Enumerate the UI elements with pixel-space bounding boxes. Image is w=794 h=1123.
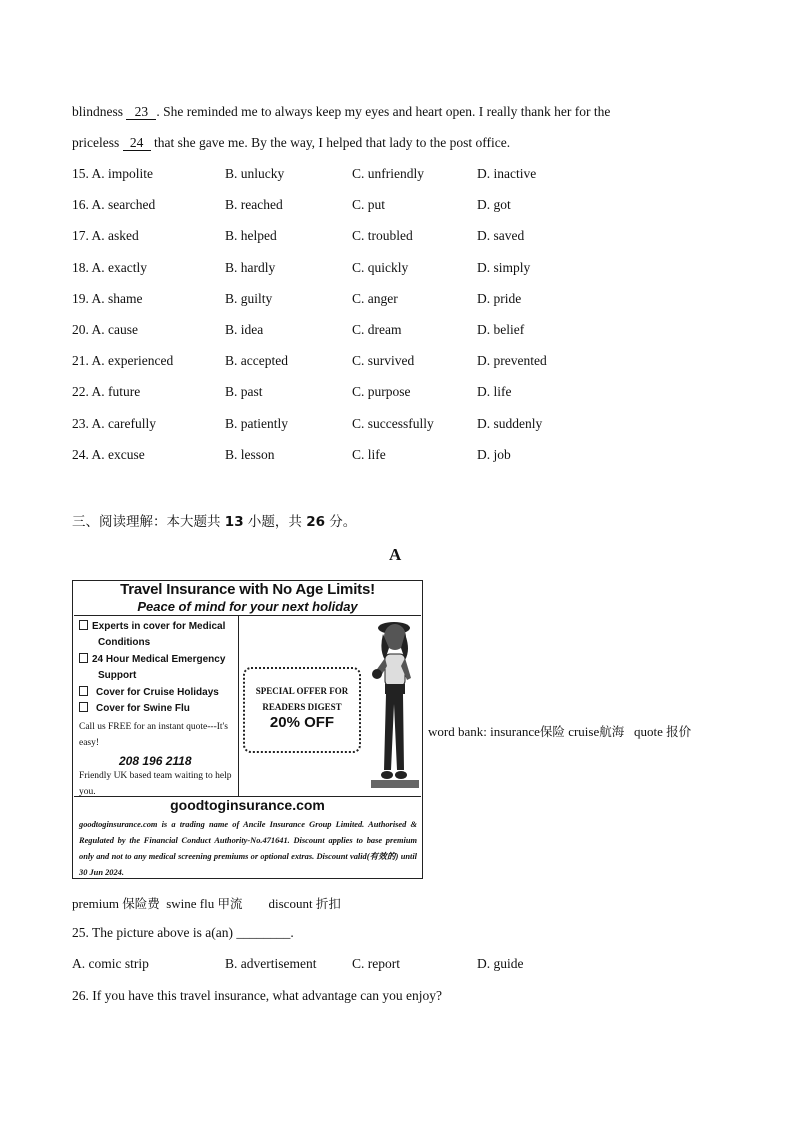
insurance-advertisement xyxy=(72,580,423,879)
ad-title: Travel Insurance with No Age Limits! xyxy=(120,581,375,598)
ad-fine-print: goodtoginsurance.com is a trading name of Ancile Insurance Group Limited. Authorised & Regulated by the Financial Conduct Authority-No.471641. Discount applies to base premium only and not to any medical screening premiums or optional extras. Discount valid(有效的) until 30 Jun 2024. xyxy=(79,820,417,877)
ad-body xyxy=(74,615,421,797)
option-c: C. report xyxy=(352,956,400,971)
option-a: 23. A. carefully xyxy=(72,416,156,431)
blank-24: 24 xyxy=(123,136,151,151)
feature-text: Support xyxy=(98,670,137,681)
special-offer-badge xyxy=(243,667,361,753)
option-c: C. successfully xyxy=(352,416,434,431)
ad-subtitle: Peace of mind for your next holiday xyxy=(137,599,358,614)
wordbank-cn: 折扣 xyxy=(315,896,341,911)
option-c: C. survived xyxy=(352,353,415,368)
wordbank-cn: 保险费 xyxy=(122,896,160,911)
option-b: B. helped xyxy=(225,228,277,243)
option-d: D. inactive xyxy=(477,166,537,181)
option-a: 16. A. searched xyxy=(72,197,156,212)
checkbox-icon xyxy=(79,620,88,630)
question-row-21 xyxy=(72,353,712,371)
wordbank-text: discount xyxy=(268,896,316,911)
heading-count: 13 xyxy=(224,514,244,530)
option-c: C. put xyxy=(352,197,386,212)
question-row-24 xyxy=(72,447,712,465)
option-d: D. saved xyxy=(477,228,525,243)
word-bank-line-2 xyxy=(72,894,341,912)
feature-swine-flu xyxy=(79,701,234,717)
option-b: B. hardly xyxy=(225,260,276,275)
option-b: B. guilty xyxy=(225,291,273,306)
feature-text: Experts in cover for Medical xyxy=(92,621,226,632)
ad-features xyxy=(74,616,239,796)
question-row-19 xyxy=(72,291,712,309)
wordbank-cn: 航海 xyxy=(599,724,625,739)
wordbank-text: swine flu xyxy=(166,896,218,911)
option-d: D. simply xyxy=(477,260,531,275)
passage-text: that she gave me. By the way, I helped that lady to the post office. xyxy=(153,135,511,150)
feature-text: 24 Hour Medical Emergency xyxy=(92,654,226,665)
question-26-stem: 26. If you have this travel insurance, what advantage can you enjoy? xyxy=(72,988,442,1003)
checkbox-icon xyxy=(79,686,88,696)
option-d: D. suddenly xyxy=(477,416,543,431)
option-d: D. life xyxy=(477,384,512,399)
passage-text: blindness xyxy=(72,104,124,119)
wordbank-cn: 保险 xyxy=(539,724,565,739)
option-b: B. accepted xyxy=(225,353,288,368)
option-a: A. comic strip xyxy=(72,956,149,971)
wordbank-text: quote xyxy=(634,724,663,739)
call-text: Call us FREE for an instant quote---It's easy! xyxy=(79,722,228,748)
word-bank-line-1 xyxy=(428,722,691,740)
offer-text: READERS DIGEST xyxy=(262,702,342,712)
offer-text: SPECIAL OFFER FOR xyxy=(255,686,349,696)
option-d: D. got xyxy=(477,197,511,212)
checkbox-icon xyxy=(79,653,88,663)
heading-text: 分。 xyxy=(324,514,357,530)
option-a: 24. A. excuse xyxy=(72,447,145,462)
phone-number: 208 196 2118 xyxy=(119,754,192,768)
option-d: D. guide xyxy=(477,956,524,971)
option-c: C. unfriendly xyxy=(352,166,424,181)
ad-url: goodtoginsurance.com xyxy=(170,797,325,813)
feature-emergency xyxy=(79,652,234,684)
option-b: B. patiently xyxy=(225,416,288,431)
question-row-25 xyxy=(72,956,712,974)
passage-line-1 xyxy=(72,104,610,120)
feature-cruise xyxy=(79,685,234,701)
option-b: B. unlucky xyxy=(225,166,285,181)
option-b: B. past xyxy=(225,384,263,399)
question-25-stem: 25. The picture above is a(an) ________. xyxy=(72,925,294,940)
woman-illustration xyxy=(367,620,421,790)
passage-letter: A xyxy=(389,545,402,564)
feature-text: Cover for Cruise Holidays xyxy=(96,687,219,698)
option-b: B. advertisement xyxy=(225,956,317,971)
option-c: C. dream xyxy=(352,322,402,337)
option-b: B. idea xyxy=(225,322,264,337)
question-row-18 xyxy=(72,260,712,278)
checkbox-icon xyxy=(79,702,88,712)
option-a: 21. A. experienced xyxy=(72,353,174,368)
option-a: 17. A. asked xyxy=(72,228,139,243)
option-c: C. life xyxy=(352,447,386,462)
option-d: D. belief xyxy=(477,322,525,337)
wordbank-text: cruise xyxy=(564,724,600,739)
option-a: 18. A. exactly xyxy=(72,260,147,275)
question-row-15 xyxy=(72,166,712,184)
team-text: Friendly UK based team waiting to help you. xyxy=(79,771,232,797)
ad-offer-area xyxy=(239,616,421,796)
option-c: C. anger xyxy=(352,291,398,306)
feature-medical xyxy=(79,619,234,651)
heading-text: 小题，共 xyxy=(243,514,307,530)
question-row-23 xyxy=(72,416,712,434)
option-c: C. quickly xyxy=(352,260,409,275)
option-a: 22. A. future xyxy=(72,384,141,399)
passage-text: priceless xyxy=(72,135,120,150)
question-row-17 xyxy=(72,228,712,246)
option-d: D. prevented xyxy=(477,353,547,368)
feature-text: Cover for Swine Flu xyxy=(96,703,190,714)
wordbank-text: premium xyxy=(72,896,123,911)
blank-23: 23 xyxy=(126,105,156,120)
wordbank-cn: 报价 xyxy=(666,724,692,739)
offer-discount: 20% OFF xyxy=(269,714,335,731)
heading-points: 26 xyxy=(306,514,325,530)
wordbank-cn: 甲流 xyxy=(217,896,243,911)
option-a: 15. A. impolite xyxy=(72,166,153,181)
question-row-22 xyxy=(72,384,712,402)
option-c: C. purpose xyxy=(352,384,411,399)
option-b: B. reached xyxy=(225,197,283,212)
option-a: 20. A. cause xyxy=(72,322,138,337)
question-row-16 xyxy=(72,197,712,215)
feature-text: Conditions xyxy=(98,637,151,648)
option-b: B. lesson xyxy=(225,447,275,462)
question-row-20 xyxy=(72,322,712,340)
section-heading xyxy=(72,510,356,530)
wordbank-text: word bank: insurance xyxy=(428,724,540,739)
passage-text: . She reminded me to always keep my eyes and heart open. I really thank her for the xyxy=(156,104,611,119)
option-a: 19. A. shame xyxy=(72,291,143,306)
option-c: C. troubled xyxy=(352,228,413,243)
passage-line-2 xyxy=(72,135,510,151)
heading-text: 三、阅读理解：本大题共 xyxy=(72,514,225,530)
option-d: D. pride xyxy=(477,291,522,306)
option-d: D. job xyxy=(477,447,511,462)
